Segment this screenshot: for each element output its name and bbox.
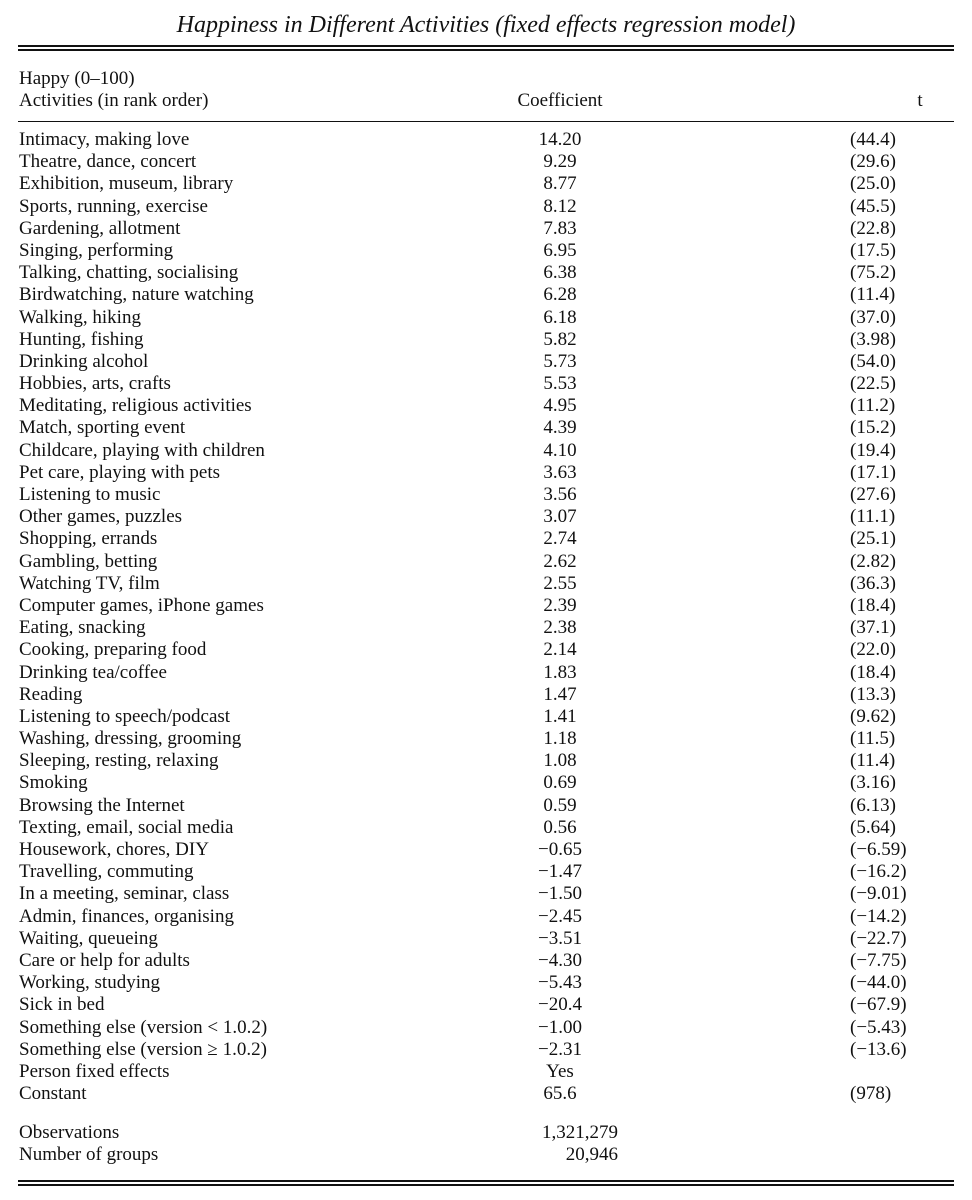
coefficient-value: 8.77	[543, 173, 577, 195]
coefficient-value: −1.00	[538, 1016, 582, 1038]
activity-label: Talking, chatting, socialising	[19, 262, 239, 284]
activities-column-header: Activities (in rank order)	[19, 90, 209, 111]
table-row	[0, 551, 972, 573]
table-row	[0, 329, 972, 351]
t-statistic-value: (22.8)	[850, 217, 896, 239]
coefficient-value: 5.53	[543, 373, 577, 395]
table-footer-row	[0, 1144, 972, 1166]
coefficient-value: 3.63	[543, 461, 577, 483]
coefficient-value: 4.39	[543, 417, 577, 439]
activity-label: Match, sporting event	[19, 417, 186, 439]
t-statistic-value: (11.4)	[850, 284, 896, 306]
t-statistic-value: (11.4)	[850, 750, 896, 772]
t-statistic-value: (11.1)	[850, 506, 896, 528]
footer-value: 20,946	[565, 1144, 618, 1165]
coefficient-value: Yes	[546, 1060, 574, 1082]
table-row	[0, 484, 972, 506]
coefficient-value: 0.56	[543, 816, 577, 838]
coefficient-value: 3.07	[543, 506, 577, 528]
coefficient-value: 6.18	[543, 306, 577, 328]
activity-label: Watching TV, film	[19, 572, 160, 594]
bottom-double-rule	[18, 1180, 954, 1186]
coefficient-value: 5.82	[543, 328, 577, 350]
coefficient-value: 1.08	[543, 750, 577, 772]
activity-label: Reading	[19, 683, 83, 705]
table-row	[0, 417, 972, 439]
table-row	[0, 462, 972, 484]
table-row	[0, 573, 972, 595]
table-row	[0, 528, 972, 550]
table-row	[0, 173, 972, 195]
table-row	[0, 684, 972, 706]
t-statistic-value: (37.1)	[850, 617, 896, 639]
coefficient-value: 4.10	[543, 439, 577, 461]
t-statistic-value: (25.0)	[850, 173, 896, 195]
coefficient-value: 5.73	[543, 350, 577, 372]
t-statistic-value: (5.64)	[850, 816, 896, 838]
activity-label: Drinking alcohol	[19, 350, 149, 372]
table-row	[0, 262, 972, 284]
t-statistic-value: (−9.01)	[850, 883, 907, 905]
coefficient-value: 1.18	[543, 728, 577, 750]
header-rule	[18, 121, 954, 122]
coefficient-value: 4.95	[543, 395, 577, 417]
activity-label: Something else (version ≥ 1.0.2)	[19, 1038, 267, 1060]
t-statistic-value: (29.6)	[850, 151, 896, 173]
coefficient-column-header: Coefficient	[517, 90, 603, 111]
activity-label: Sports, running, exercise	[19, 195, 208, 217]
t-statistic-value: (19.4)	[850, 439, 896, 461]
coefficient-value: 6.38	[543, 262, 577, 284]
table-title: Happiness in Different Activities (fixed effects regression model)	[176, 12, 796, 38]
table-row	[0, 1083, 972, 1105]
footer-label: Number of groups	[19, 1144, 159, 1165]
activity-label: Something else (version < 1.0.2)	[19, 1016, 268, 1038]
activity-label: In a meeting, seminar, class	[19, 883, 230, 905]
t-statistic-value: (9.62)	[850, 705, 896, 727]
t-statistic-value: (−14.2)	[850, 905, 907, 927]
t-statistic-value: (−6.59)	[850, 839, 907, 860]
table-row	[0, 218, 972, 240]
table-row	[0, 972, 972, 994]
activity-label: Hobbies, arts, crafts	[19, 373, 171, 395]
activity-label: Intimacy, making love	[19, 129, 190, 150]
activity-label: Shopping, errands	[19, 528, 158, 550]
table-row	[0, 1061, 972, 1083]
t-statistic-value: (−5.43)	[850, 1016, 907, 1038]
activity-label: Sick in bed	[19, 994, 105, 1016]
table-row	[0, 506, 972, 528]
activity-label: Drinking tea/coffee	[19, 661, 167, 683]
table-row	[0, 950, 972, 972]
coefficient-value: −5.43	[538, 972, 582, 994]
activity-label: Eating, snacking	[19, 617, 146, 639]
t-statistic-value: (18.4)	[850, 594, 896, 616]
t-statistic-value: (−16.2)	[850, 861, 907, 883]
coefficient-value: 7.83	[543, 217, 577, 239]
coefficient-value: 2.14	[543, 639, 577, 661]
coefficient-value: 2.55	[543, 572, 577, 594]
t-statistic-value: (−7.75)	[850, 949, 907, 971]
activity-label: Exhibition, museum, library	[19, 173, 234, 195]
coefficient-value: 1.47	[543, 683, 577, 705]
top-double-rule	[18, 45, 954, 51]
table-row	[0, 750, 972, 772]
activity-label: Childcare, playing with children	[19, 439, 265, 461]
activity-label: Theatre, dance, concert	[19, 151, 197, 173]
activity-label: Meditating, religious activities	[19, 395, 252, 417]
activity-label: Other games, puzzles	[19, 506, 183, 528]
t-statistic-value: (11.2)	[850, 395, 896, 417]
t-statistic-value: (27.6)	[850, 484, 896, 505]
coefficient-value: −20.4	[538, 994, 582, 1016]
t-statistic-value: (−67.9)	[850, 994, 907, 1016]
activity-label: Texting, email, social media	[19, 816, 234, 838]
coefficient-value: −2.31	[538, 1038, 582, 1060]
activity-label: Browsing the Internet	[19, 794, 185, 816]
t-statistic-value: (2.82)	[850, 550, 896, 572]
activity-label: Working, studying	[19, 972, 160, 994]
table-row	[0, 595, 972, 617]
t-statistic-value: (75.2)	[850, 262, 896, 284]
table-row	[0, 883, 972, 905]
activity-label: Hunting, fishing	[19, 328, 144, 350]
table-row	[0, 307, 972, 329]
t-statistic-value: (18.4)	[850, 661, 896, 683]
t-statistic-value: (3.98)	[850, 328, 896, 350]
t-statistic-value: (3.16)	[850, 772, 896, 794]
coefficient-value: −0.65	[538, 839, 582, 860]
table-body	[0, 129, 972, 1105]
table-row	[0, 662, 972, 684]
footer-value: 1,321,279	[542, 1122, 618, 1143]
activity-label: Listening to music	[19, 484, 161, 505]
activity-label: Washing, dressing, grooming	[19, 728, 242, 750]
activity-label: Admin, finances, organising	[19, 905, 234, 927]
activity-label: Gardening, allotment	[19, 217, 181, 239]
coefficient-value: 14.20	[538, 129, 582, 150]
t-statistic-value: (11.5)	[850, 728, 896, 750]
activity-label: Waiting, queueing	[19, 927, 158, 949]
coefficient-value: 0.59	[543, 794, 577, 816]
t-statistic-value: (37.0)	[850, 306, 896, 328]
t-statistic-value: (13.3)	[850, 683, 896, 705]
dependent-variable-label: Happy (0–100)	[19, 68, 135, 89]
activity-label: Cooking, preparing food	[19, 639, 207, 661]
table-row	[0, 373, 972, 395]
t-statistic-value: (17.5)	[850, 239, 896, 261]
activity-label: Smoking	[19, 772, 88, 794]
activity-label: Travelling, commuting	[19, 861, 194, 883]
activity-label: Person fixed effects	[19, 1060, 170, 1082]
t-statistic-value: (25.1)	[850, 528, 896, 550]
t-statistic-value: (−22.7)	[850, 927, 907, 949]
table-row	[0, 617, 972, 639]
activity-label: Constant	[19, 1083, 87, 1105]
table-row	[0, 1039, 972, 1061]
coefficient-value: 2.62	[543, 550, 577, 572]
table-row	[0, 196, 972, 218]
t-statistic-value: (17.1)	[850, 461, 896, 483]
activity-label: Housework, chores, DIY	[19, 839, 209, 860]
table-row	[0, 1017, 972, 1039]
activity-label: Singing, performing	[19, 239, 174, 261]
t-statistic-value: (6.13)	[850, 794, 896, 816]
activity-label: Computer games, iPhone games	[19, 594, 264, 616]
table-row	[0, 395, 972, 417]
t-statistic-value: (54.0)	[850, 350, 896, 372]
coefficient-value: 8.12	[543, 195, 577, 217]
coefficient-value: −4.30	[538, 949, 582, 971]
table-row	[0, 351, 972, 373]
activity-label: Birdwatching, nature watching	[19, 284, 254, 306]
table-row	[0, 994, 972, 1016]
table-row	[0, 928, 972, 950]
t-statistic-value: (44.4)	[850, 129, 896, 150]
t-statistic-value: (22.5)	[850, 373, 896, 395]
t-statistic-value: (−44.0)	[850, 972, 907, 994]
coefficient-value: −3.51	[538, 927, 582, 949]
t-statistic-value: (978)	[850, 1083, 892, 1105]
table-row	[0, 706, 972, 728]
coefficient-value: 3.56	[543, 484, 577, 505]
table-row	[0, 772, 972, 794]
table-row	[0, 906, 972, 928]
table-row	[0, 440, 972, 462]
table-row	[0, 861, 972, 883]
table-row	[0, 839, 972, 861]
table-row	[0, 639, 972, 661]
activity-label: Listening to speech/podcast	[19, 705, 231, 727]
coefficient-value: 2.74	[543, 528, 577, 550]
activity-label: Care or help for adults	[19, 949, 190, 971]
activity-label: Sleeping, resting, relaxing	[19, 750, 219, 772]
table-footer-row	[0, 1122, 972, 1144]
coefficient-value: −1.47	[538, 861, 582, 883]
table-row	[0, 129, 972, 151]
coefficient-value: 65.6	[543, 1083, 577, 1105]
coefficient-value: 1.41	[543, 705, 577, 727]
table-row	[0, 284, 972, 306]
t-statistic-value: (15.2)	[850, 417, 896, 439]
t-column-header: t	[917, 90, 923, 111]
coefficient-value: 9.29	[543, 151, 577, 173]
footer-label: Observations	[19, 1122, 120, 1143]
table-row	[0, 817, 972, 839]
activity-label: Walking, hiking	[19, 306, 141, 328]
activity-label: Gambling, betting	[19, 550, 158, 572]
table-row	[0, 795, 972, 817]
activity-label: Pet care, playing with pets	[19, 461, 221, 483]
coefficient-value: −1.50	[538, 883, 582, 905]
t-statistic-value: (36.3)	[850, 572, 896, 594]
coefficient-value: 1.83	[543, 661, 577, 683]
coefficient-value: 0.69	[543, 772, 577, 794]
coefficient-value: 6.28	[543, 284, 577, 306]
t-statistic-value: (45.5)	[850, 195, 896, 217]
coefficient-value: 6.95	[543, 239, 577, 261]
coefficient-value: 2.38	[543, 617, 577, 639]
table-row	[0, 728, 972, 750]
coefficient-value: 2.39	[543, 594, 577, 616]
coefficient-value: −2.45	[538, 905, 582, 927]
t-statistic-value: (22.0)	[850, 639, 896, 661]
table-row	[0, 151, 972, 173]
t-statistic-value: (−13.6)	[850, 1038, 907, 1060]
table-row	[0, 240, 972, 262]
